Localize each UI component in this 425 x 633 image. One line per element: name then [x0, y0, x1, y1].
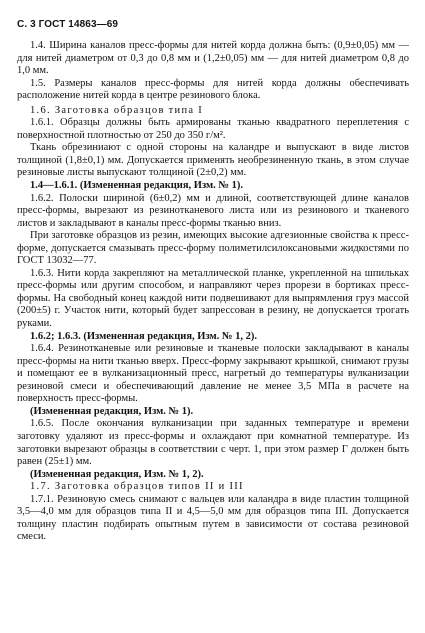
paragraph-1-6-2: 1.6.2. Полоски шириной (6±0,2) мм и длиной, соответствующей длине каналов пресс-формы, вырезают из резинотканевого листа или из резинового и тканевого листов и закладывают в каналы пресс-формы тканью вниз. — [17, 192, 409, 229]
amendment-note-2: 1.6.2; 1.6.3. (Измененная редакция, Изм. № 1, 2). — [30, 330, 257, 342]
section-heading-1-6: 1.6. Заготовка образцов типа I — [30, 104, 204, 116]
section-heading-1-7: 1.7. Заготовка образцов типов II и III — [30, 481, 244, 493]
paragraph-1-6-1: 1.6.1. Образцы должны быть армированы тканью квадратного переплетения с поверхностной плотностью от 250 до 350 г/м². — [17, 117, 409, 141]
paragraph-fabric: Ткань обрезиниают с одной стороны на каландре и выпускают в виде листов толщиной (1,8±0,1) мм. Допускается применять необрезиненную ткань, в этом случае резиновые листы выпускают толщиной (2±0,2) мм. — [17, 142, 409, 179]
paragraph-1-7-1: 1.7.1. Резиновую смесь снимают с вальцев или каландра в виде пластин толщиной 3,5—4,0 мм для образцов типа II и 4,5—5,0 мм для образцов типа III. Допускается толщину пластин подбирать опытным путем в зависимости от состава резиновой смеси. — [17, 493, 409, 543]
paragraph-1-6-4: 1.6.4. Резинотканевые или резиновые и тканевые полоски закладывают в каналы пресс-формы на нити тканью вверх. Пресс-форму закрывают крышкой, снимают грузы и помещают ее в вулканизационный пресс, нагретый до температуры вулканизации резиновой смеси и обеспечивающий давление не менее 3,5 МПа в расчете на поверхность пресс-формы. — [17, 343, 409, 405]
paragraph-adhesion: При заготовке образцов из резин, имеющих высокие адгезионные свойства к пресс-форме, допускается смазывать пресс-форму полиметилсилоксановыми жидкостями по ГОСТ 13032—77. — [17, 230, 409, 267]
paragraph-1-6-5: 1.6.5. После окончания вулканизации при заданных температуре и времени заготовку удаляют из пресс-формы и охлаждают при комнатной температуре. Из заготовки вырезают образцы в соответствии с черт. 1, при этом размер Г должен быть равен (25±1) мм. — [17, 418, 409, 468]
paragraph-1-5: 1.5. Размеры каналов пресс-формы для нитей корда должны обеспечивать расположение нитей корда в центре резинового блока. — [17, 77, 409, 102]
paragraph-1-6-3: 1.6.3. Нити корда закрепляют на металлической планке, укрепленной на шпильках пресс-формы или другим способом, и направляют через прорези в бортиках пресс-формы. На свободный конец каждой нити подвешивают для выпрямления груз массой (200±5) г. Участок нити, который будет запрессован в резину, не допускается трогать руками. — [17, 267, 409, 330]
page-header: С. 3 ГОСТ 14863—69 — [17, 19, 119, 30]
amendment-note-1: 1.4—1.6.1. (Измененная редакция, Изм. № 1). — [30, 180, 243, 192]
paragraph-1-4: 1.4. Ширина каналов пресс-формы для нитей корда должна быть: (0,9±0,05) мм — для нитей диаметром от 0,3 до 0,8 мм и (1,2±0,05) мм — для нитей диаметром 0,8 до 1,0 мм. — [17, 40, 409, 77]
amendment-note-4: (Измененная редакция, Изм. № 1, 2). — [30, 468, 204, 480]
amendment-note-3: (Измененная редакция, Изм. № 1). — [30, 405, 194, 417]
